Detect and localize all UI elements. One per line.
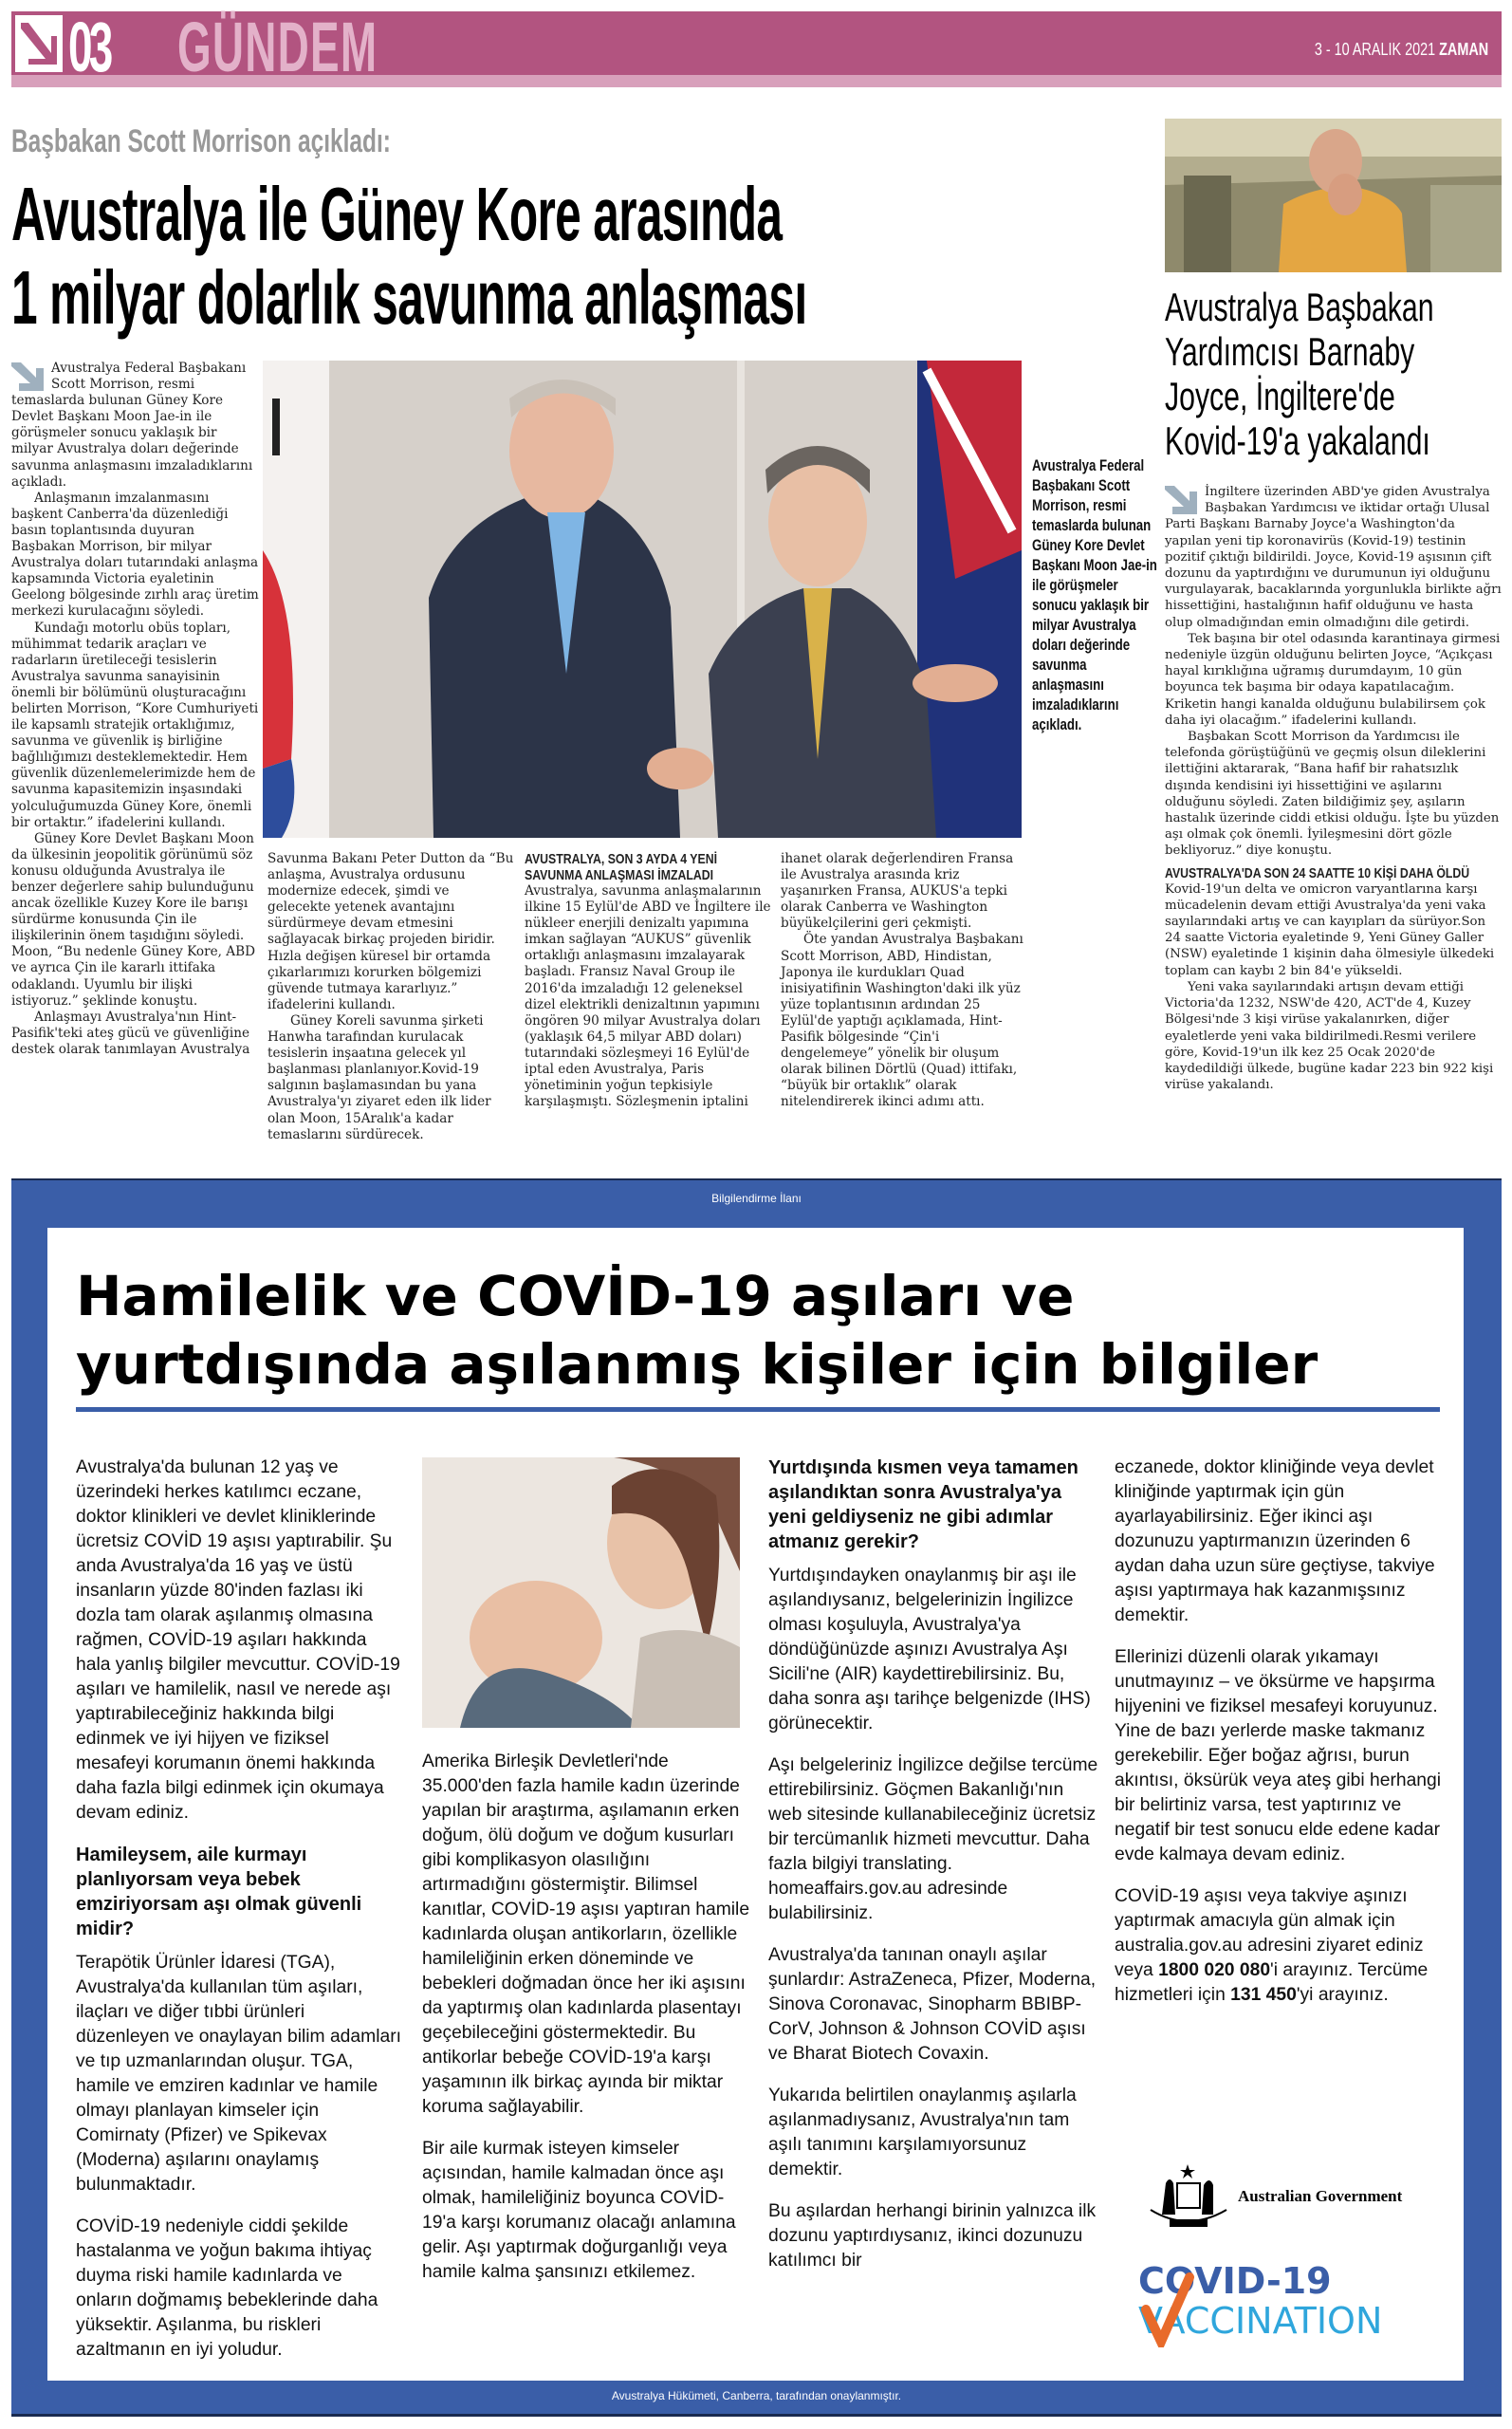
ad-column-1 — [76, 1456, 403, 2380]
side-article-title — [1165, 285, 1434, 463]
coat-of-arms-icon — [1143, 2162, 1233, 2238]
ad-paragraph: Avustralya'da bulunan 12 yaş ve üzerindeki herkes katılımcı eczane, doktor klinikleri ve devlet kliniklerinde ücretsiz COVİD 19 aşısı yaptırabilir. Şu anda Avustralya'da 16 yaş ve üstü insanların yüzde 80'inden fazlası iki dozla tam olarak aşılanmış olmasına rağmen, COVİD-19 aşıları hakkında hala yanlış bilgiler mevcuttur. COVİD-19 aşıları ve hamilelik, nasıl ve nerede aşı yaptırabileceğiniz hakkında bilgi edinmek ve iyi hijyen ve fiziksel mesafeyi korumanın önemi hakkında daha fazla bilgi edinmek için okumaya devam ediniz. — [76, 1457, 400, 1823]
ad-title — [76, 1262, 1318, 1399]
ad-column-4 — [1115, 1456, 1442, 2025]
ad-paragraph: Ellerinizi düzenli olarak yıkamayı unutmayınız – ve öksürme ve hapşırma hijyenini ve fiziksel mesafeyi koruyunuz. Yine de bazı yerlerde maske takmanız gerekebilir. Eğer boğaz ağrısı, burun akıntısı, öksürük veya ateş gibi herhangi bir belirtiniz varsa, test yaptırınız ve negatif bir test sonucu elde edene kadar evde kalmaya devam ediniz. — [1115, 1647, 1442, 1864]
ad-paragraph: Aşı belgeleriniz İngilizce değilse tercüme ettirebilirsiniz. Göçmen Bakanlığı'nın web sitesinde kullanabileceğiniz ücretsiz bir tercümanlık hizmeti mevcuttur. Daha fazla bilgiyi translating. homeaffairs.gov.au adresinde bulabilirsiniz. — [768, 1755, 1098, 1923]
text: 'yi arayınız. — [1296, 1985, 1389, 2005]
ad-paragraph: Avustralya'da tanınan onaylı aşılar şunlardır: AstraZeneca, Pfizer, Moderna, Sinova Coronavac, Sinopharm BBIBP-CorV, Johnson & Johnson COVİD aşısı ve Bharat Biotech Covaxin. — [768, 1945, 1097, 2064]
paragraph: Tek başına bir otel odasında karantinaya girmesi nedeniyle üzgün olduğunu belirten Joyce, “Açıkçası hayal kırıklığına uğramış durumdayım, 10 gün boyunca tek başıma bir odaya kapatılacağım. Kriketin hangi kanalda olduğunu bulabilirsem çok daha iyi olacağım.” ifadelerini kullandı. — [1165, 631, 1501, 728]
paper-name: ZAMAN — [1439, 40, 1488, 59]
phone-number: 131 450 — [1230, 1985, 1297, 2005]
ad-divider — [76, 1407, 1440, 1412]
advertisement — [11, 1178, 1502, 2417]
ad-title-line: yurtdışında aşılanmış kişiler için bilgiler — [76, 1332, 1318, 1397]
joyce-photo — [1165, 119, 1502, 272]
ad-top-label: Bilgilendirme İlanı — [711, 1192, 802, 1205]
lead-arrow-icon — [1165, 486, 1199, 514]
page-header — [11, 8, 1502, 87]
lead-arrow-icon — [11, 362, 46, 391]
ad-bottom-label: Avustralya Hükümeti, Canberra, tarafından onaylanmıştır. — [611, 2389, 902, 2402]
paragraph: Öte yandan Avustralya Başbakanı Scott Morrison, ABD, Hindistan, Japonya ile kurdukları Quad inisiyatifinin Washington'daki ilk yüz yüze toplantısının ardından 25 Eylül'de yaptığı açıklamada, Hint-Pasifik bölgesinde “Çin'i dengelemeye” yönelik bir oluşum olarak bilinen Dörtlü (Quad) ittifakı, “büyük bir ortaklık” olarak nitelendirerek ikinci adımı attı. — [781, 932, 1023, 1110]
paragraph: Güney Koreli savunma şirketi Hanwha tarafından kurulacak tesislerin inşaatına gelecek yıl başlanması planlanıyor.Kovid-19 salgının başlamasından bu yana Avustralya'yı ziyaret eden ilk lider olan Moon, 15Aralık'a kadar temaslarını sürdürecek. — [267, 1012, 491, 1142]
article-photo — [263, 361, 1022, 838]
title-line: Yardımcısı Barnaby — [1165, 329, 1415, 374]
paragraph: Kovid-19'un delta ve omicron varyantlarına karşı mücadelenin devam ettiği Avustralya'da yeni vaka sayılarındaki artış ve can kayıpları da sürüyor.Son 24 saatte Victoria eyaletinde 9, Yeni Güney Galler (NSW) eyaletinde 1 kişinin daha ölmesiyle ülkedeki toplam can kaybı 2 bin 84'e yükseldi. — [1165, 881, 1495, 978]
ad-paragraph: Terapötik Ürünler İdaresi (TGA), Avustralya'da kullanılan tüm aşıları, ilaçları ve diğer tıbbi ürünleri düzenleyen ve onaylayan bilim adamları ve tıp uzmanlarından oluşur. TGA, hamile ve emziren kadınlar ve hamile olmayı planlayan kimseler için Comirnaty (Pfizer) ve Spikevax (Moderna) aşılarını onaylamış bulunmaktadır. — [76, 1953, 401, 2195]
ad-paragraph: eczanede, doktor kliniğinde veya devlet kliniğinde yaptırmak için gün ayarlayabilirsiniz. Eğer ikinci aşı dozunuzu yaptırmanızın üzerinden 6 aydan daha uzun süre geçtiyse, takviye aşısı yaptırmaya hak kazanmışsınız demektir. — [1115, 1457, 1435, 1625]
arrow-icon — [15, 15, 63, 72]
title-line: Kovid-19'a yakalandı — [1165, 418, 1430, 463]
ad-paragraph: COVİD-19 nedeniyle ciddi şekilde hastalanma ve yoğun bakıma ihtiyaç duyma riski hamile kadınlarda ve onların doğmamış bebeklerinde daha yüksektir. Aşılanma, bu riskleri azaltmanın en iyi yoludur. — [76, 2216, 378, 2360]
paragraph: Savunma Bakanı Peter Dutton da “Bu anlaşma, Avustralya ordusunu modernize edecek, şimdi ve gelecekte yetenek avantajını sürdürmeye devam etmesini sağlayacak birkaç projeden biridir. Hızla değişen küresel bir ortamda çıkarlarımızı korurken bölgemizi güvende tutmaya kararlıyız.” ifadelerini kullandı. — [267, 851, 514, 1012]
article-column-1 — [11, 361, 260, 1058]
side-subheading: AVUSTRALYA'DA SON 24 SAATTE 10 KİŞİ DAHA ÖLDÜ — [1165, 864, 1470, 881]
text: COVİD-19 aşısı veya takviye aşınızı yaptırmak amacıyla gün almak için australia.gov.au adresini ziyaret ediniz veya — [1115, 1886, 1424, 1980]
title-line: Joyce, İngiltere'de — [1165, 374, 1395, 418]
date-text: 3 - 10 ARALIK 2021 — [1314, 40, 1435, 59]
section-name: GÜNDEM — [177, 8, 378, 86]
paragraph: ihanet olarak değerlendiren Fransa ile Avustralya arasında kriz yaşanırken Fransa, AUKUS'a tepki olarak Canberra ve Washington büyükelçilerini geri çekmişti. — [781, 851, 1014, 932]
column-subheading: AVUSTRALYA, SON 3 AYDA 4 YENİ SAVUNMA ANLAŞMASI İMZALADI — [525, 851, 718, 883]
ad-content — [47, 1228, 1464, 2381]
covid-logo-line1: COVID-19 — [1138, 2260, 1332, 2302]
headline-line: Avustralya ile Güney Kore arasında — [11, 172, 783, 256]
ad-contact-paragraph — [1115, 1884, 1442, 2008]
paragraph: Anlaşmanın imzalanmasını başkent Canberra'da düzenlediği basın toplantısında duyuran Başbakan Morrison, bir milyar Avustralya doları tutarındaki anlaşma kapsamında Victoria eyaletinin Geelong bölgesinde zırhlı araç üretim merkezi kurulacağını söyledi. — [11, 490, 259, 620]
side-article-photo — [1165, 119, 1502, 272]
article-column-3 — [525, 851, 773, 1110]
covid-vaccination-logo — [1138, 2262, 1432, 2347]
mother-baby-photo — [422, 1457, 740, 1728]
ad-title-line: Hamilelik ve COVİD-19 aşıları ve — [76, 1264, 1075, 1328]
article-headline — [11, 173, 806, 340]
ad-paragraph: Yukarıda belirtilen onaylanmış aşılarla aşılanmadıysanız, Avustralya'nın tam aşılı tanımını karşılamıyorsunuz demektir. — [768, 2086, 1077, 2179]
phone-number: 1800 020 080 — [1158, 1960, 1271, 1980]
ad-photo — [422, 1457, 740, 1728]
ad-heading: Hamileysem, aile kurmayı planlıyorsam veya bebek emziriyorsam aşı olmak güvenli midir? — [76, 1845, 362, 1939]
headline-line: 1 milyar dolarlık savunma anlaşması — [11, 255, 807, 340]
issue-date — [1315, 40, 1488, 60]
ad-paragraph: Bu aşılardan herhangi birinin yalnızca ilk dozunu yaptırdıysanız, ikinci dozunuzu katılımcı bir — [768, 2201, 1097, 2271]
article-column-4 — [781, 851, 1029, 1111]
paragraph: Güney Kore Devlet Başkanı Moon da ülkesinin jeopolitik görünümü söz konusu olduğunda Avustralya ile benzer değerlere sahip bulunduğunu ancak özellikle Kuzey Kore ile barışı sürdürme konusunda Çin ile ilişkilerinin önem taşıdığını söyledi. Moon, “Bu nedenle Güney Kore, ABD ve ayrıca Çin ile kararlı ittifaka odaklandı. Uyumlu bir ilişki istiyoruz.” şeklinde konuştu. — [11, 830, 255, 1009]
paragraph: İngiltere üzerinden ABD'ye giden Avustralya Başbakan Yardımcısı ve iktidar ortağı Ulusal Parti Başkanı Barnaby Joyce'a Washington'da yapılan yeni tip koronavirüs (Kovid-19) testinin pozitif çıktığı bildirildi. Joyce, Kovid-19 aşısının çift dozunu da yaptırdığını ve durumunun iyi olduğunu vurgulayarak, bacaklarında yorgunlukla birlikte ağrı hissettiğini, hastalığının hafif olduğunu ve hasta olup olmadığından emin olmadığını dile getirdi. — [1165, 485, 1502, 630]
paragraph: Yeni vaka sayılarındaki artışın devam ettiği Victoria'da 1232, NSW'de 420, ACT'de 4, Kuzey Bölgesi'nde 3 kişi virüse yakalanırken, diğer eyaletlerde yeni vaka bildirilmedi.Resmi verilere göre, Kovid-19'un ilk kez 25 Ocak 2020'de kaydedildiği ülkede, bugüne kadar 223 bin 922 kişi virüse yakalandı. — [1165, 979, 1494, 1093]
page-number: 03 — [68, 8, 110, 86]
handshake-photo — [263, 361, 1022, 838]
title-line: Avustralya Başbakan — [1165, 285, 1434, 329]
australian-government-logo — [1143, 2162, 1428, 2238]
ad-paragraph: Bir aile kurmak isteyen kimseler açısından, hamile kalmadan önce aşı olmak, hamileliğiniz boyunca COVİD-19'a karşı korumanız olacağı anlamına gelir. Aşı yaptırmak doğurganlığı veya hamile kalma şansınızı etkilemez. — [422, 2139, 736, 2282]
article-kicker: Başbakan Scott Morrison açıkladı: — [11, 123, 391, 159]
ad-heading: Yurtdışında kısmen veya tamamen aşılandıktan sonra Avustralya'ya yeni geldiyseniz ne gibi adımlar atmanız gerekir? — [768, 1457, 1079, 1552]
paragraph: Anlaşmayı Avustralya'nın Hint-Pasifik'teki ateş gücü ve güvenliğine destek olarak tanımlayan Avustralya — [11, 1009, 250, 1057]
gov-logo-text: Australian Government — [1238, 2187, 1403, 2205]
paragraph: Kundağı motorlu obüs topları, mühimmat tedarik araçları ve radarların üretileceği tesislerin Avustralya savunma sanayisinin önemli bir bölümünü oluşturacağını belirten Morrison, “Kore Cumhuriyeti ile kapsamlı stratejik ortaklığımız, savunma ve güvenlik iş birliğine bağlılığımızı desteklemektedir. Hem güvenlik düzenlemelerimizde hem de savunma kapasitemizin inşasındaki yolculuğumuzda Güney Kore, önemli bir ortaktır.” ifadelerini kullandı. — [11, 620, 259, 830]
checkmark-icon — [1140, 2271, 1197, 2347]
ad-column-3 — [768, 1456, 1100, 2290]
ad-paragraph: Amerika Birleşik Devletleri'nde 35.000'den fazla hamile kadın üzerinde yapılan bir araştırma, aşılamanın erken doğum, ölü doğum ve doğum kusurları gibi komplikasyon olasılığını artırmadığını göstermiştir. Bilimsel kanıtlar, COVİD-19 aşısı yaptıran hamile kadınlarda oluşan antikorların, özellikle hamileliğinin erken döneminde ve bebekleri doğmadan önce her iki aşısını da yaptırmış olan kadınlarda plasentayı geçebileceğini göstermektedir. Bu antikorlar bebeğe COVİD-19'a karşı yaşamının ilk birkaç ayında bir miktar koruma sağlayabilir. — [422, 1752, 750, 2117]
paragraph: Avustralya Federal Başbakanı Scott Morrison, resmi temaslarda bulunan Güney Kore Devlet Başkanı Moon Jae-in ile görüşmeler sonucu yaklaşık bir milyar Avustralya doları değerinde savunma anlaşmasını imzaladıklarını açıkladı. — [11, 361, 253, 490]
text: 'i arayınız. Tercüme hizmetleri için — [1115, 1960, 1429, 2005]
ad-paragraph: Yurtdışındayken onaylanmış bir aşı ile aşılandıysanız, belgelerinizin İngilizce olması koşuluyla, Avustralya'ya döndüğünüzde aşınızı Avustralya Aşı Sicili'ne (AIR) kaydettirebilirsiniz. Bu, daha sonra aşı tarihçe belgenizde (IHS) görünecektir. — [768, 1566, 1091, 1734]
paragraph: Başbakan Scott Morrison da Yardımcısı ile telefonda görüştüğünü ve geçmiş olsun dileklerini ilettiğini aktararak, “Bana hafif bir rahatsızlık dışında kendisini iyi hissettiğini ve aşılarını olduğunu söyledi. Zaten bildiğimiz şey, aşıların hastalık üzerinde ciddi etkisi olduğu. İşte bu yüzden aşı olmak çok önemli. İyileşmesini dört gözle bekliyoruz.” diye konuştu. — [1165, 730, 1500, 859]
article-column-2 — [267, 851, 516, 1143]
side-article-body — [1165, 484, 1504, 1093]
photo-caption: Avustralya Federal Başbakanı Scott Morrison, resmi temaslarda bulunan Güney Kore Devlet Başkanı Moon Jae-in ile görüşmeler sonucu yaklaşık bir milyar Avustralya doları değerinde savunma anlaşmasını imzaladıklarını açıkladı. — [1032, 456, 1157, 733]
ad-column-2 — [422, 1750, 754, 2302]
paragraph: Avustralya, savunma anlaşmalarının ilkine 15 Eylül'de ABD ve İngiltere ile nükleer enerjili denizaltı yapımına imkan sağlayan “AUKUS” güvenlik ortaklığı anlaşmasını imzalayarak başladı. Fransız Naval Group ile 2016'da imzaladığı 12 geleneksel dizel elektrikli denizaltının yapımını öngören 90 milyar Avustralya doları (yaklaşık 64,5 milyar ABD doları) tutarındaki sözleşmeyi 16 Eylül'de iptal eden Avustralya, Paris yönetiminin yoğun tepkisiyle karşılaşmıştı. Sözleşmenin iptalini — [525, 883, 771, 1110]
covid-logo-line2: VACCINATION — [1138, 2300, 1383, 2342]
